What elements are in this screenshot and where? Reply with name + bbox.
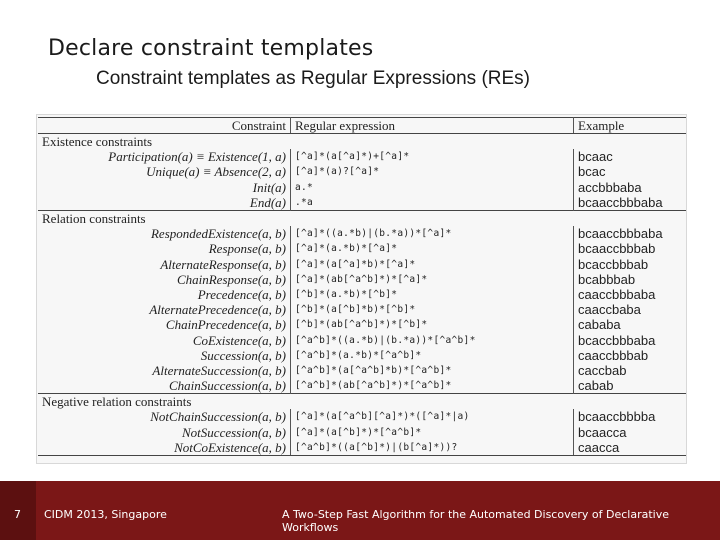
table-row xyxy=(38,348,686,363)
example-cell: bcac xyxy=(578,164,606,180)
example-cell: cababa xyxy=(578,317,621,333)
footer-venue: CIDM 2013, Singapore xyxy=(44,508,167,521)
table-row xyxy=(38,149,686,164)
constraint-cell: NotCoExistence(a, b) xyxy=(38,440,291,456)
table-row xyxy=(38,287,686,302)
section-label: Existence constraints xyxy=(38,134,686,150)
table-row xyxy=(38,272,686,287)
constraint-cell: AlternatePrecedence(a, b) xyxy=(38,302,291,317)
example-cell: accbbbaba xyxy=(578,179,642,195)
regex-cell: [^a]*(a[^b]*)*[^a^b]* xyxy=(291,425,574,440)
regex-cell: [^a]*((a.*b)|(b.*a))*[^a]* xyxy=(291,226,574,241)
table-row xyxy=(38,195,686,211)
header-constraint: Constraint xyxy=(38,118,291,134)
regex-cell: [^a]*(a[^a]*b)*[^a]* xyxy=(291,257,574,272)
table-row xyxy=(38,241,686,256)
regex-cell: [^b]*(a.*b)*[^b]* xyxy=(291,287,574,302)
table-row xyxy=(38,317,686,332)
constraint-cell: RespondedExistence(a, b) xyxy=(38,226,291,241)
constraint-cell: AlternateSuccession(a, b) xyxy=(38,363,291,378)
footer-paper-title: A Two-Step Fast Algorithm for the Automated Discovery of Declarative Workflows xyxy=(282,508,669,534)
example-cell: bcabbbab xyxy=(578,271,636,287)
regex-cell: [^a^b]*((a[^b]*)|(b[^a]*))? xyxy=(291,440,574,456)
table-row xyxy=(38,363,686,378)
page-number: 7 xyxy=(14,508,21,521)
constraint-cell: Participation(a) ≡ Existence(1, a) xyxy=(38,149,291,164)
example-cell: bcaac xyxy=(578,149,613,165)
example-cell: bcaacca xyxy=(578,424,627,440)
constraint-table-image xyxy=(36,114,687,464)
constraint-cell: AlternateResponse(a, b) xyxy=(38,257,291,272)
constraint-cell: End(a) xyxy=(38,195,291,211)
constraint-cell: NotSuccession(a, b) xyxy=(38,425,291,440)
regex-cell: [^a]*(a[^a]*)+[^a]* xyxy=(291,149,574,164)
constraint-cell: Succession(a, b) xyxy=(38,348,291,363)
regex-cell: [^a]*(ab[^a^b]*)*[^a]* xyxy=(291,272,574,287)
constraint-cell: ChainResponse(a, b) xyxy=(38,272,291,287)
constraint-cell: Precedence(a, b) xyxy=(38,287,291,302)
regex-cell: a.* xyxy=(291,180,574,195)
example-cell: caacca xyxy=(574,440,687,456)
section-row-negative-relation xyxy=(38,394,686,410)
example-cell: bcaccbbbab xyxy=(578,256,649,272)
table-row xyxy=(38,378,686,394)
example-cell: caaccbaba xyxy=(578,302,641,318)
constraint-table xyxy=(38,117,686,456)
table-row xyxy=(38,409,686,424)
section-row-relation xyxy=(38,210,686,226)
regex-cell: [^a]*(a)?[^a]* xyxy=(291,164,574,179)
regex-cell: [^a^b]*(a.*b)*[^a^b]* xyxy=(291,348,574,363)
regex-cell: [^a^b]*(a[^a^b]*b)*[^a^b]* xyxy=(291,363,574,378)
table-row xyxy=(38,226,686,241)
table-row xyxy=(38,440,686,456)
constraint-cell: ChainSuccession(a, b) xyxy=(38,378,291,394)
example-cell: bcaaccbbbaba xyxy=(578,226,663,242)
regex-cell: [^a^b]*((a.*b)|(b.*a))*[^a^b]* xyxy=(291,332,574,347)
regex-cell: .*a xyxy=(291,195,574,211)
example-cell: bcaaccbbbab xyxy=(578,241,656,257)
example-cell: caaccbbbaba xyxy=(578,286,656,302)
regex-cell: [^b]*(ab[^a^b]*)*[^b]* xyxy=(291,317,574,332)
constraint-cell: Response(a, b) xyxy=(38,241,291,256)
table-row xyxy=(38,425,686,440)
table-header-row xyxy=(38,118,686,134)
example-cell: caaccbbbab xyxy=(578,347,649,363)
constraint-cell: ChainPrecedence(a, b) xyxy=(38,317,291,332)
regex-cell: [^a^b]*(ab[^a^b]*)*[^a^b]* xyxy=(291,378,574,394)
example-cell: bcaaccbbbba xyxy=(578,409,656,425)
regex-cell: [^a]*(a.*b)*[^a]* xyxy=(291,241,574,256)
constraint-cell: Unique(a) ≡ Absence(2, a) xyxy=(38,164,291,179)
slide-subtitle: Constraint templates as Regular Expressions (REs) xyxy=(96,68,531,89)
example-cell: caccbab xyxy=(578,362,627,378)
table-row xyxy=(38,332,686,347)
table-row xyxy=(38,257,686,272)
regex-cell: [^a]*(a[^a^b][^a]*)*([^a]*|a) xyxy=(291,409,574,424)
constraint-cell: CoExistence(a, b) xyxy=(38,332,291,347)
table-row xyxy=(38,164,686,179)
section-label: Negative relation constraints xyxy=(38,394,686,410)
table-row xyxy=(38,302,686,317)
example-cell: bcaaccbbbaba xyxy=(578,194,663,210)
header-example: Example xyxy=(574,118,687,134)
header-regular-expression: Regular expression xyxy=(291,118,574,134)
example-cell: bcaccbbbaba xyxy=(578,332,656,348)
regex-cell: [^b]*(a[^b]*b)*[^b]* xyxy=(291,302,574,317)
section-row-existence xyxy=(38,134,686,150)
table-row xyxy=(38,180,686,195)
section-label: Relation constraints xyxy=(38,210,686,226)
constraint-cell: NotChainSuccession(a, b) xyxy=(38,409,291,424)
slide-title: Declare constraint templates xyxy=(48,36,374,61)
constraint-cell: Init(a) xyxy=(38,180,291,195)
example-cell: cabab xyxy=(578,378,614,394)
